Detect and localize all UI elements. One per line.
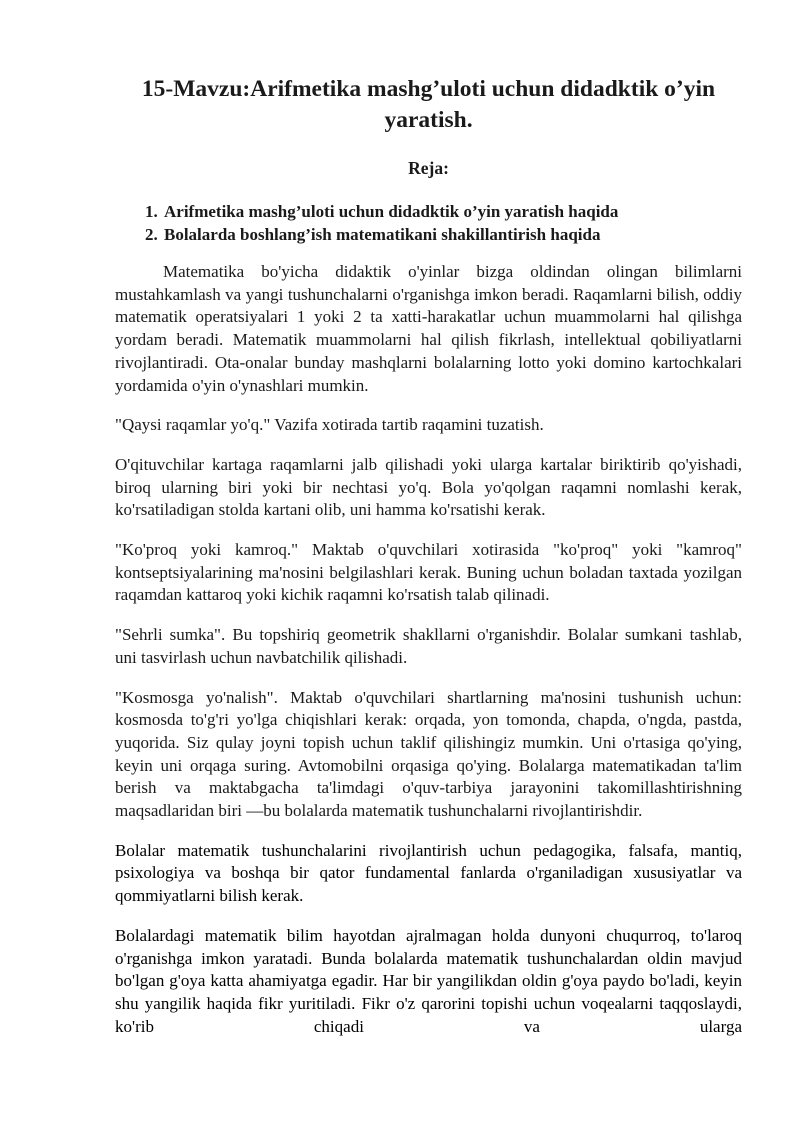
body-paragraph: "Ko'proq yoki kamroq." Maktab o'quvchilari xotirasida "ko'proq" yoki "kamroq" kontseptsiyalarining ma'nosini belgilashlari kerak. Buning uchun boladan taxtada yozilgan raqamdan kattaroq yoki kichik raqamni ko'rsatish talab qilinadi.	[115, 540, 742, 605]
document-page	[115, 74, 742, 1038]
body-paragraph: "Kosmosga yo'nalish". Maktab o'quvchilari shartlarning ma'nosini tushunish uchun: kosmosda to'g'ri yo'lga chiqishlari kerak: orqada, yon tomonda, chapda, o'ngda, pastda, yuqorida. Siz qulay joyni topish uchun taklif qilishingiz mumkin. Uni o'rtasiga qo'ying, keyin uni orqaga suring. Avtomobilni orqasiga qo'ying. Bolalarga matematikadan ta'lim berish va maktabgacha ta'limdagi o'quv-tarbiya jarayonini takomillashtirishning maqsadlaridan biri —bu bolalarda matematik tushunchalarni rivojlantirishdir.	[115, 687, 742, 821]
body-paragraph: Bolalar matematik tushunchalarini rivojlantirish uchun pedagogika, falsafa, mantiq, psixologiya va boshqa bir qator fundamental fanlarda o'rganiladigan xususiyatlar va qommiyatlarni bilish kerak.	[115, 840, 742, 906]
body-paragraph: "Sehrli sumka". Bu topshiriq geometrik shakllarni o'rganishdir. Bolalar sumkani tashlab, uni tasvirlash uchun navbatchilik qilishadi.	[115, 625, 742, 667]
body-paragraph: Bolalardagi matematik bilim hayotdan ajralmagan holda dunyoni chuqurroq, to'laroq o'rganishga imkon yaratadi. Bunda bolalarda matematik tushunchalardan oldin mavjud bo'lgan g'oya katta ahamiyatga egadir. Har bir yangilikdan oldin g'oya paydo bo'ladi, keyin shu yangilik haqida fikr yuritiladi. Fikr o'z qarorini topishi uchun voqealarni taqqoslaydi, ko'rib chiqadi va ularga	[115, 925, 742, 1036]
plan-item: 2. Bolalarda boshlang’ish matematikani shakillantirish haqida	[162, 223, 742, 246]
body-paragraph: O'qituvchilar kartaga raqamlarni jalb qilishadi yoki ularga kartalar biriktirib qo'yishadi, biroq ularning biri yoki bir nechtasi yo'q. Bola yo'qolgan raqamni nomlashi kerak, ko'rsatiladigan stolda kartani olib, uni hamma ko'rsatishi kerak.	[115, 454, 742, 520]
document-title: 15-Mavzu:Arifmetika mashg’uloti uchun didadktik o’yin yaratish.	[141, 76, 716, 133]
body-paragraph: Matematika bo'yicha didaktik o'yinlar bizga oldindan olingan bilimlarni mustahkamlash va yangi tushunchalarni o'rganishga imkon beradi. Raqamlarni bilish, oddiy matematik operatsiyalari 1 yoki 2 ta xatti-harakatlar uchun muammolarni hal qilishga yordam beradi. Matematik muammolarni hal qilish fikrlash, intellektual qobiliyatlarni rivojlantiradi. Ota-onalar bunday mashqlarni bolalarning lotto yoki domino kartochkalari yordamida o'yin o'ynashlari mumkin.	[115, 262, 742, 395]
plan-item: 1. Arifmetika mashg’uloti uchun didadktik o’yin yaratish haqida	[162, 200, 742, 223]
plan-list	[115, 200, 742, 246]
body-paragraph: "Qaysi raqamlar yo'q." Vazifa xotirada tartib raqamini tuzatish.	[115, 415, 544, 435]
plan-heading: Reja:	[408, 158, 449, 178]
